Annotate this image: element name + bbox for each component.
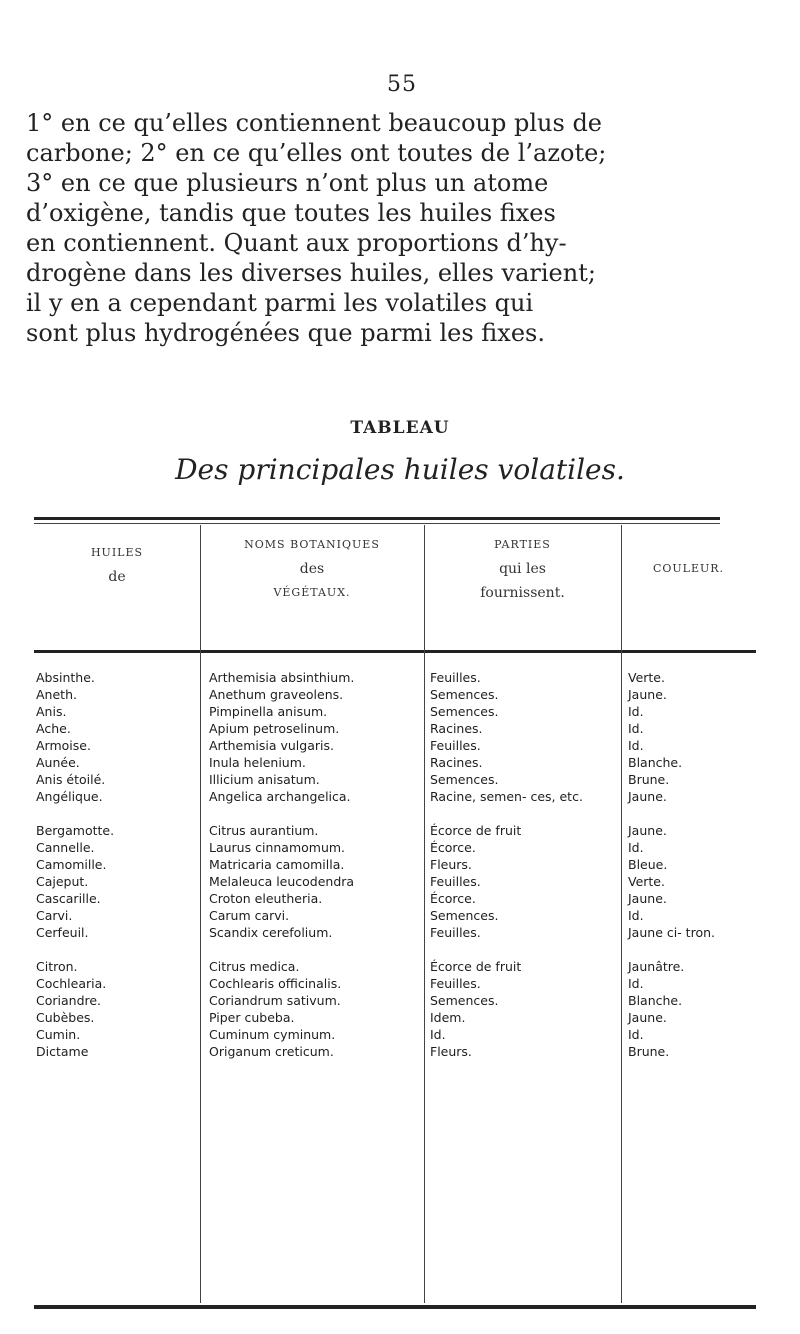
table-row bbox=[34, 1043, 756, 1060]
botanical-name-cell: Melaleuca leucodendra bbox=[209, 874, 355, 889]
oil-name-cell: Cannelle. bbox=[36, 840, 95, 855]
table-top-rule bbox=[34, 517, 720, 520]
botanical-name-cell: Piper cubeba. bbox=[209, 1010, 295, 1025]
table-row bbox=[34, 686, 756, 703]
oil-name-cell: Angélique. bbox=[36, 789, 103, 804]
plant-part-cell: Semences. bbox=[430, 687, 499, 702]
page-number: 55 bbox=[387, 72, 417, 97]
table-row bbox=[34, 907, 756, 924]
intro-line: carbone; 2° en ce qu’elles ont toutes de l’azote; bbox=[26, 139, 607, 167]
intro-line: sont plus hydrogénées que parmi les fixes. bbox=[26, 319, 545, 347]
table-row bbox=[34, 1026, 756, 1043]
table-row bbox=[34, 720, 756, 737]
header-huiles-line1: HUILES bbox=[90, 546, 144, 559]
table-row bbox=[34, 754, 756, 771]
botanical-name-cell: Citrus medica. bbox=[209, 959, 300, 974]
intro-line: 3° en ce que plusieurs n’ont plus un atome bbox=[26, 169, 549, 197]
oil-name-cell: Citron. bbox=[36, 959, 78, 974]
table-top-rule-thin bbox=[34, 523, 720, 524]
botanical-name-cell: Arthemisia vulgaris. bbox=[209, 738, 334, 753]
table-row bbox=[34, 924, 756, 958]
color-cell: Jaunâtre. bbox=[628, 959, 685, 974]
plant-part-cell: Écorce. bbox=[430, 840, 476, 855]
oil-name-cell: Bergamotte. bbox=[36, 823, 115, 838]
table-row bbox=[34, 839, 756, 856]
color-cell: Jaune. bbox=[628, 1010, 667, 1025]
oil-name-cell: Armoise. bbox=[36, 738, 91, 753]
botanical-name-cell: Laurus cinnamomum. bbox=[209, 840, 346, 855]
oil-name-cell: Dictame bbox=[36, 1044, 89, 1059]
header-parties-line3: fournissent. bbox=[480, 585, 565, 601]
plant-part-cell: Racine, semen- ces, etc. bbox=[430, 789, 583, 804]
botanical-name-cell: Carum carvi. bbox=[209, 908, 290, 923]
oil-name-cell: Aunée. bbox=[36, 755, 80, 770]
plant-part-cell: Racines. bbox=[430, 755, 483, 770]
color-cell: Bleue. bbox=[628, 857, 668, 872]
plant-part-cell: Écorce de fruit bbox=[430, 959, 522, 974]
botanical-name-cell: Inula helenium. bbox=[209, 755, 306, 770]
header-couleur bbox=[621, 557, 756, 581]
plant-part-cell: Feuilles. bbox=[430, 670, 481, 685]
color-cell: Blanche. bbox=[628, 993, 683, 1008]
plant-part-cell: Semences. bbox=[430, 908, 499, 923]
intro-line: 1° en ce qu’elles contiennent beaucoup plus de bbox=[26, 109, 603, 137]
oil-name-cell: Aneth. bbox=[36, 687, 77, 702]
botanical-name-cell: Illicium anisatum. bbox=[209, 772, 320, 787]
botanical-name-cell: Matricaria camomilla. bbox=[209, 857, 345, 872]
table-row bbox=[34, 669, 756, 686]
table-row bbox=[34, 1009, 756, 1026]
botanical-name-cell: Origanum creticum. bbox=[209, 1044, 334, 1059]
plant-part-cell: Semences. bbox=[430, 993, 499, 1008]
oil-name-cell: Cascarille. bbox=[36, 891, 101, 906]
oil-name-cell: Anis étoilé. bbox=[36, 772, 106, 787]
plant-part-cell: Semences. bbox=[430, 772, 499, 787]
color-cell: Verte. bbox=[628, 874, 665, 889]
plant-part-cell: Fleurs. bbox=[430, 857, 472, 872]
oil-name-cell: Carvi. bbox=[36, 908, 73, 923]
table-row bbox=[34, 771, 756, 788]
header-huiles bbox=[34, 541, 200, 589]
oil-name-cell: Cumin. bbox=[36, 1027, 81, 1042]
table-row bbox=[34, 890, 756, 907]
botanical-name-cell: Cochlearis officinalis. bbox=[209, 976, 342, 991]
table-subtitle: Des principales huiles volatiles. bbox=[175, 453, 625, 486]
header-couleur-line1: COULEUR. bbox=[652, 562, 725, 575]
color-cell: Id. bbox=[628, 1027, 644, 1042]
color-cell: Jaune. bbox=[628, 823, 667, 838]
color-cell: Brune. bbox=[628, 772, 670, 787]
header-huiles-line2: de bbox=[108, 569, 126, 585]
color-cell: Blanche. bbox=[628, 755, 683, 770]
plant-part-cell: Fleurs. bbox=[430, 1044, 472, 1059]
intro-line: en contiennent. Quant aux proportions d’hy- bbox=[26, 229, 567, 257]
color-cell: Id. bbox=[628, 908, 644, 923]
color-cell: Verte. bbox=[628, 670, 665, 685]
intro-line: il y en a cependant parmi les volatiles qui bbox=[26, 289, 534, 317]
table-row bbox=[34, 975, 756, 992]
plant-part-cell: Racines. bbox=[430, 721, 483, 736]
oil-name-cell: Coriandre. bbox=[36, 993, 102, 1008]
color-cell: Id. bbox=[628, 840, 644, 855]
plant-part-cell: Écorce. bbox=[430, 891, 476, 906]
oil-name-cell: Cochlearia. bbox=[36, 976, 107, 991]
color-cell: Id. bbox=[628, 721, 644, 736]
table-body bbox=[34, 669, 756, 1060]
botanical-name-cell: Coriandrum sativum. bbox=[209, 993, 341, 1008]
oil-name-cell: Cerfeuil. bbox=[36, 925, 89, 940]
color-cell: Id. bbox=[628, 976, 644, 991]
table-header-rule bbox=[34, 650, 756, 653]
botanical-name-cell: Angelica archangelica. bbox=[209, 789, 351, 804]
plant-part-cell: Feuilles. bbox=[430, 874, 481, 889]
table-row bbox=[34, 873, 756, 890]
table-row bbox=[34, 737, 756, 754]
color-cell: Id. bbox=[628, 704, 644, 719]
plant-part-cell: Écorce de fruit bbox=[430, 823, 522, 838]
plant-part-cell: Feuilles. bbox=[430, 738, 481, 753]
intro-line: drogène dans les diverses huiles, elles varient; bbox=[26, 259, 596, 287]
header-noms bbox=[200, 533, 424, 605]
table-row bbox=[34, 788, 756, 822]
oil-name-cell: Anis. bbox=[36, 704, 67, 719]
color-cell: Jaune. bbox=[628, 789, 667, 804]
botanical-name-cell: Pimpinella anisum. bbox=[209, 704, 328, 719]
plant-part-cell: Idem. bbox=[430, 1010, 466, 1025]
color-cell: Jaune. bbox=[628, 687, 667, 702]
header-noms-line3: VÉGÉTAUX. bbox=[273, 586, 351, 599]
table-row bbox=[34, 703, 756, 720]
plant-part-cell: Id. bbox=[430, 1027, 446, 1042]
plant-part-cell: Feuilles. bbox=[430, 976, 481, 991]
botanical-name-cell: Croton eleutheria. bbox=[209, 891, 323, 906]
table-row bbox=[34, 856, 756, 873]
header-noms-line1: NOMS BOTANIQUES bbox=[244, 538, 380, 551]
color-cell: Brune. bbox=[628, 1044, 670, 1059]
botanical-name-cell: Citrus aurantium. bbox=[209, 823, 319, 838]
intro-line: d’oxigène, tandis que toutes les huiles fixes bbox=[26, 199, 556, 227]
header-noms-line2: des bbox=[299, 561, 325, 577]
table-bottom-rule bbox=[34, 1305, 756, 1309]
botanical-name-cell: Apium petroselinum. bbox=[209, 721, 340, 736]
color-cell: Jaune ci- tron. bbox=[628, 925, 715, 940]
header-parties bbox=[424, 533, 621, 605]
botanical-name-cell: Scandix cerefolium. bbox=[209, 925, 333, 940]
oil-name-cell: Camomille. bbox=[36, 857, 107, 872]
color-cell: Id. bbox=[628, 738, 644, 753]
header-parties-line2: qui les bbox=[499, 561, 546, 577]
oil-name-cell: Ache. bbox=[36, 721, 71, 736]
intro-paragraph bbox=[26, 108, 766, 348]
table-row bbox=[34, 992, 756, 1009]
botanical-name-cell: Arthemisia absinthium. bbox=[209, 670, 355, 685]
oil-name-cell: Absinthe. bbox=[36, 670, 95, 685]
botanical-name-cell: Cuminum cyminum. bbox=[209, 1027, 336, 1042]
plant-part-cell: Semences. bbox=[430, 704, 499, 719]
botanical-name-cell: Anethum graveolens. bbox=[209, 687, 344, 702]
oil-name-cell: Cajeput. bbox=[36, 874, 89, 889]
table-row bbox=[34, 822, 756, 839]
oil-name-cell: Cubèbes. bbox=[36, 1010, 95, 1025]
table-title: TABLEAU bbox=[350, 418, 450, 438]
color-cell: Jaune. bbox=[628, 891, 667, 906]
plant-part-cell: Feuilles. bbox=[430, 925, 481, 940]
table-row bbox=[34, 958, 756, 975]
header-parties-line1: PARTIES bbox=[494, 538, 551, 551]
oils-table bbox=[34, 517, 756, 1310]
